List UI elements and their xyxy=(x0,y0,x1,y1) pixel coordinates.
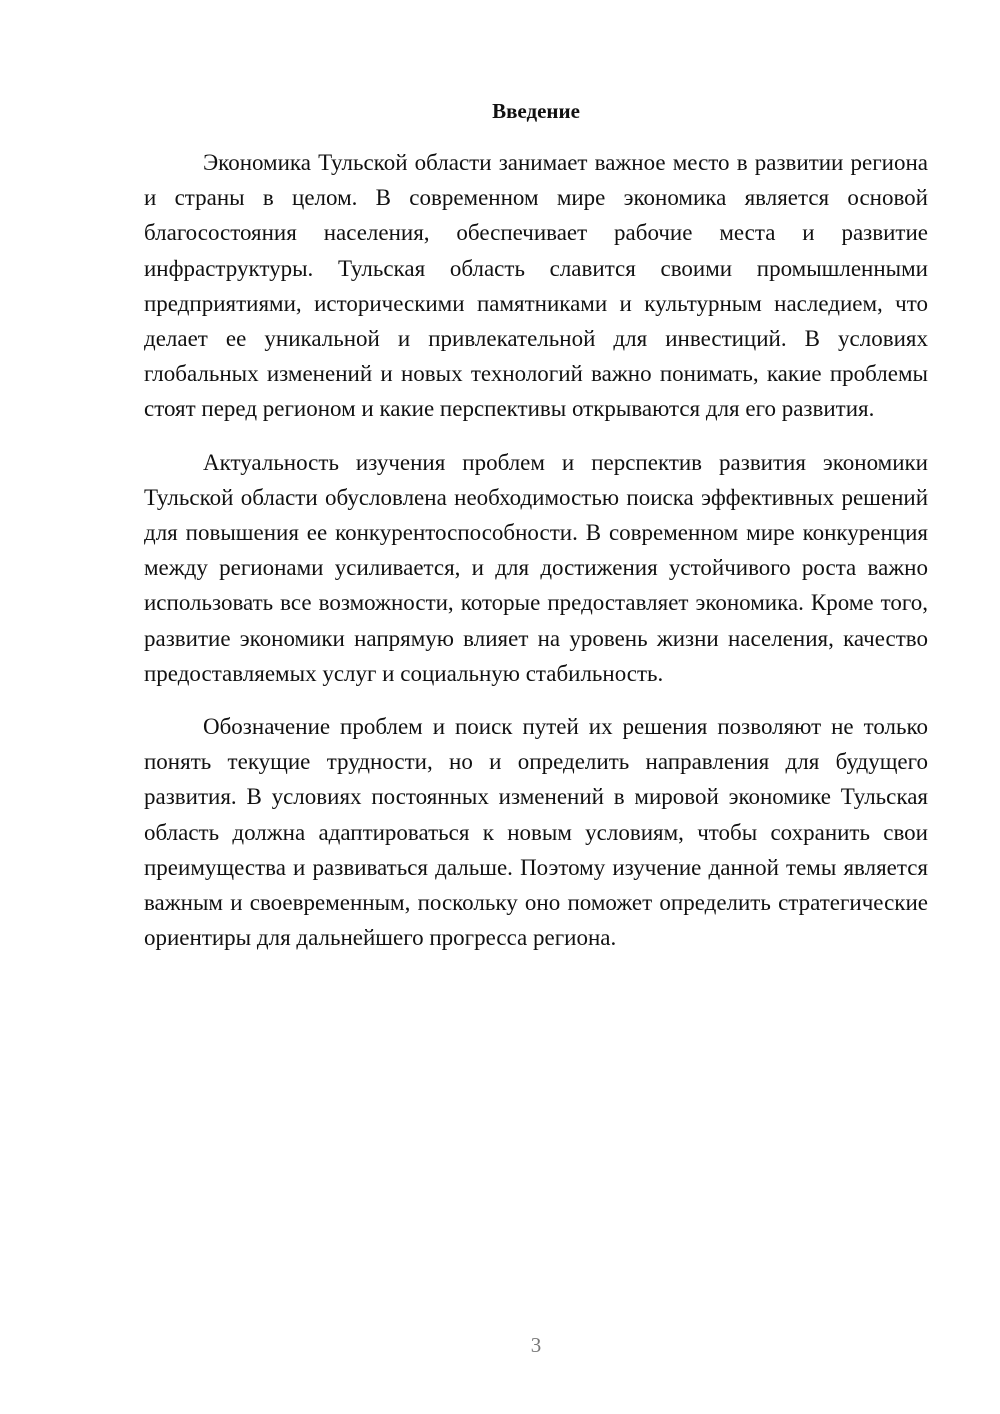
paragraph-2: Актуальность изучения проблем и перспектив развития экономики Тульской области обусловлена необходимостью поиска эффективных решений для повышения ее конкурентоспособности. В современном мире конкуренция между регионами усиливается, и для достижения устойчивого роста важно использовать все возможности, которые предоставляет экономика. Кроме того, развитие экономики напрямую влияет на уровень жизни населения, качество предоставляемых услуг и социальную стабильность. xyxy=(144,449,928,686)
page-title: Введение xyxy=(492,99,580,123)
document-body xyxy=(144,145,928,973)
paragraph-3: Обозначение проблем и поиск путей их решения позволяют не только понять текущие трудности, но и определить направления для будущего развития. В условиях постоянных изменений в мировой экономике Тульская область должна адаптироваться к новым условиям, чтобы сохранить свои преимущества и развиваться дальше. Поэтому изучение данной темы является важным и своевременным, поскольку оно поможет определить стратегические ориентиры для дальнейшего прогресса региона. xyxy=(144,714,928,951)
page-number: 3 xyxy=(530,1333,542,1357)
paragraph-1: Экономика Тульской области занимает важное место в развитии региона и страны в целом. В современном мире экономика является основой благосостояния населения, обеспечивает рабочие места и развитие инфраструктуры. Тульская область славится своими промышленными предприятиями, историческими памятниками и культурным наследием, что делает ее уникальной и привлекательной для инвестиций. В условиях глобальных изменений и новых технологий важно понимать, какие проблемы стоят перед регионом и какие перспективы открываются для его развития. xyxy=(144,150,928,422)
